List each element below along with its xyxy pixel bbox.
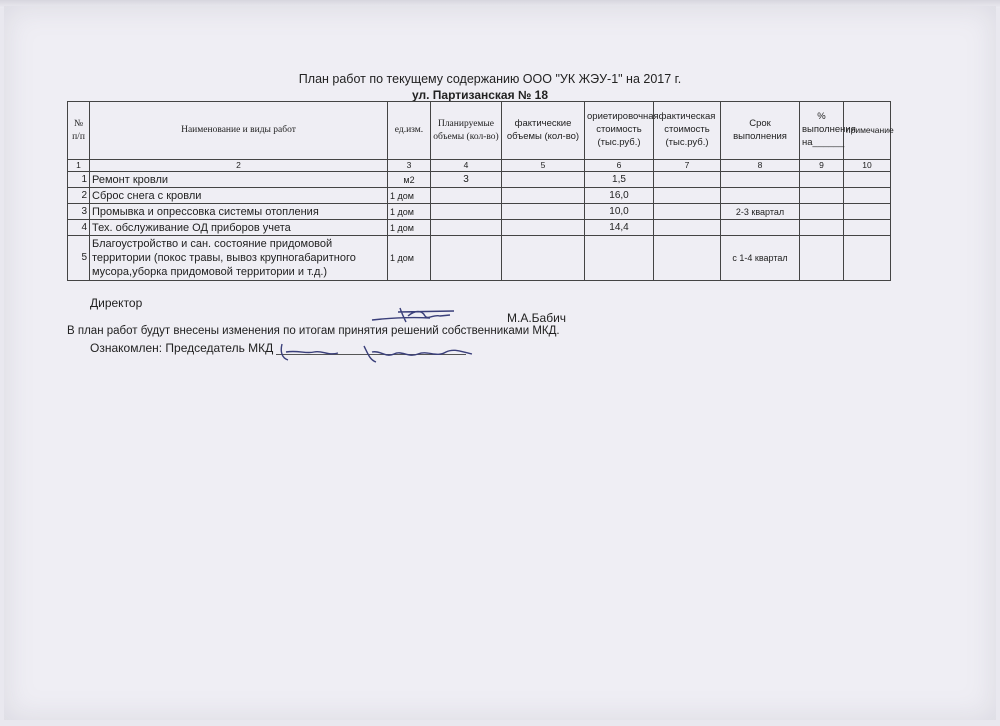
column-number: 4 bbox=[431, 160, 502, 172]
table-row bbox=[68, 204, 891, 220]
note bbox=[844, 204, 891, 220]
column-number-row bbox=[68, 160, 891, 172]
work-unit: 1 дом bbox=[388, 236, 431, 281]
header-note: примечание bbox=[844, 102, 891, 160]
row-number: 1 bbox=[68, 172, 90, 188]
work-name: Ремонт кровли bbox=[90, 172, 388, 188]
column-number: 1 bbox=[68, 160, 90, 172]
estimated-cost: 14,4 bbox=[585, 220, 654, 236]
actual-cost bbox=[654, 220, 721, 236]
percent-complete bbox=[800, 172, 844, 188]
actual-cost bbox=[654, 172, 721, 188]
planned-volume bbox=[431, 188, 502, 204]
header-est-cost: ориетировочная стоимость (тыс.руб.) bbox=[585, 102, 654, 160]
header-actual-qty: фактические объемы (кол-во) bbox=[502, 102, 585, 160]
actual-cost bbox=[654, 236, 721, 281]
column-number: 2 bbox=[90, 160, 388, 172]
header-name: Наименование и виды работ bbox=[90, 102, 388, 160]
work-unit: м2 bbox=[388, 172, 431, 188]
row-number: 3 bbox=[68, 204, 90, 220]
work-name: Промывка и опрессовка системы отопления bbox=[90, 204, 388, 220]
header-actual-cost: фактическая стоимость (тыс.руб.) bbox=[654, 102, 721, 160]
work-name: Тех. обслуживание ОД приборов учета bbox=[90, 220, 388, 236]
document-title: План работ по текущему содержанию ООО "УК ЖЭУ-1" на 2017 г. bbox=[298, 72, 682, 86]
note bbox=[844, 220, 891, 236]
document-address: ул. Партизанская № 18 bbox=[411, 88, 548, 102]
work-name: Сброс снега с кровли bbox=[90, 188, 388, 204]
chairman-signature bbox=[268, 340, 478, 368]
actual-volume bbox=[502, 236, 585, 281]
table-row bbox=[68, 188, 891, 204]
planned-volume: 3 bbox=[431, 172, 502, 188]
work-unit: 1 дом bbox=[388, 188, 431, 204]
completion-term bbox=[721, 172, 800, 188]
actual-volume bbox=[502, 172, 585, 188]
completion-term bbox=[721, 220, 800, 236]
row-number: 5 bbox=[68, 236, 90, 281]
row-number: 4 bbox=[68, 220, 90, 236]
column-number: 7 bbox=[654, 160, 721, 172]
estimated-cost: 10,0 bbox=[585, 204, 654, 220]
director-label: Директор bbox=[90, 296, 143, 310]
column-number: 5 bbox=[502, 160, 585, 172]
actual-volume bbox=[502, 204, 585, 220]
estimated-cost bbox=[585, 236, 654, 281]
actual-volume bbox=[502, 220, 585, 236]
actual-cost bbox=[654, 188, 721, 204]
completion-term: 2-3 квартал bbox=[721, 204, 800, 220]
planned-volume bbox=[431, 236, 502, 281]
work-plan-table bbox=[67, 101, 894, 281]
work-unit: 1 дом bbox=[388, 220, 431, 236]
row-number: 2 bbox=[68, 188, 90, 204]
header-planned: Планируемые объемы (кол-во) bbox=[431, 102, 502, 160]
header-num: № п/п bbox=[68, 102, 90, 160]
percent-complete bbox=[800, 236, 844, 281]
table-row bbox=[68, 220, 891, 236]
percent-complete bbox=[800, 220, 844, 236]
acknowledged-label: Ознакомлен: Председатель МКД bbox=[90, 341, 274, 355]
column-number: 3 bbox=[388, 160, 431, 172]
work-unit: 1 дом bbox=[388, 204, 431, 220]
director-signature bbox=[370, 304, 470, 326]
completion-term bbox=[721, 188, 800, 204]
table-header-row bbox=[68, 102, 891, 160]
note bbox=[844, 236, 891, 281]
percent-complete bbox=[800, 204, 844, 220]
changes-notice: В план работ будут внесены изменения по итогам принятия решений собственниками МКД. bbox=[67, 325, 560, 337]
column-number: 8 bbox=[721, 160, 800, 172]
actual-cost bbox=[654, 204, 721, 220]
header-percent: % выполнения на______ bbox=[800, 102, 844, 160]
header-unit: ед.изм. bbox=[388, 102, 431, 160]
estimated-cost: 16,0 bbox=[585, 188, 654, 204]
director-name: М.А.Бабич bbox=[507, 311, 567, 325]
column-number: 9 bbox=[800, 160, 844, 172]
note bbox=[844, 188, 891, 204]
table-row bbox=[68, 172, 891, 188]
column-number: 6 bbox=[585, 160, 654, 172]
header-term: Срок выполнения bbox=[721, 102, 800, 160]
planned-volume bbox=[431, 220, 502, 236]
table-row bbox=[68, 236, 891, 281]
actual-volume bbox=[502, 188, 585, 204]
estimated-cost: 1,5 bbox=[585, 172, 654, 188]
planned-volume bbox=[431, 204, 502, 220]
note bbox=[844, 172, 891, 188]
column-number: 10 bbox=[844, 160, 891, 172]
completion-term: с 1-4 квартал bbox=[721, 236, 800, 281]
work-name: Благоустройство и сан. состояние придомовой территории (покос травы, вывоз крупногабаритного мусора,уборка придомовой территории и т.д.) bbox=[90, 236, 388, 281]
percent-complete bbox=[800, 188, 844, 204]
